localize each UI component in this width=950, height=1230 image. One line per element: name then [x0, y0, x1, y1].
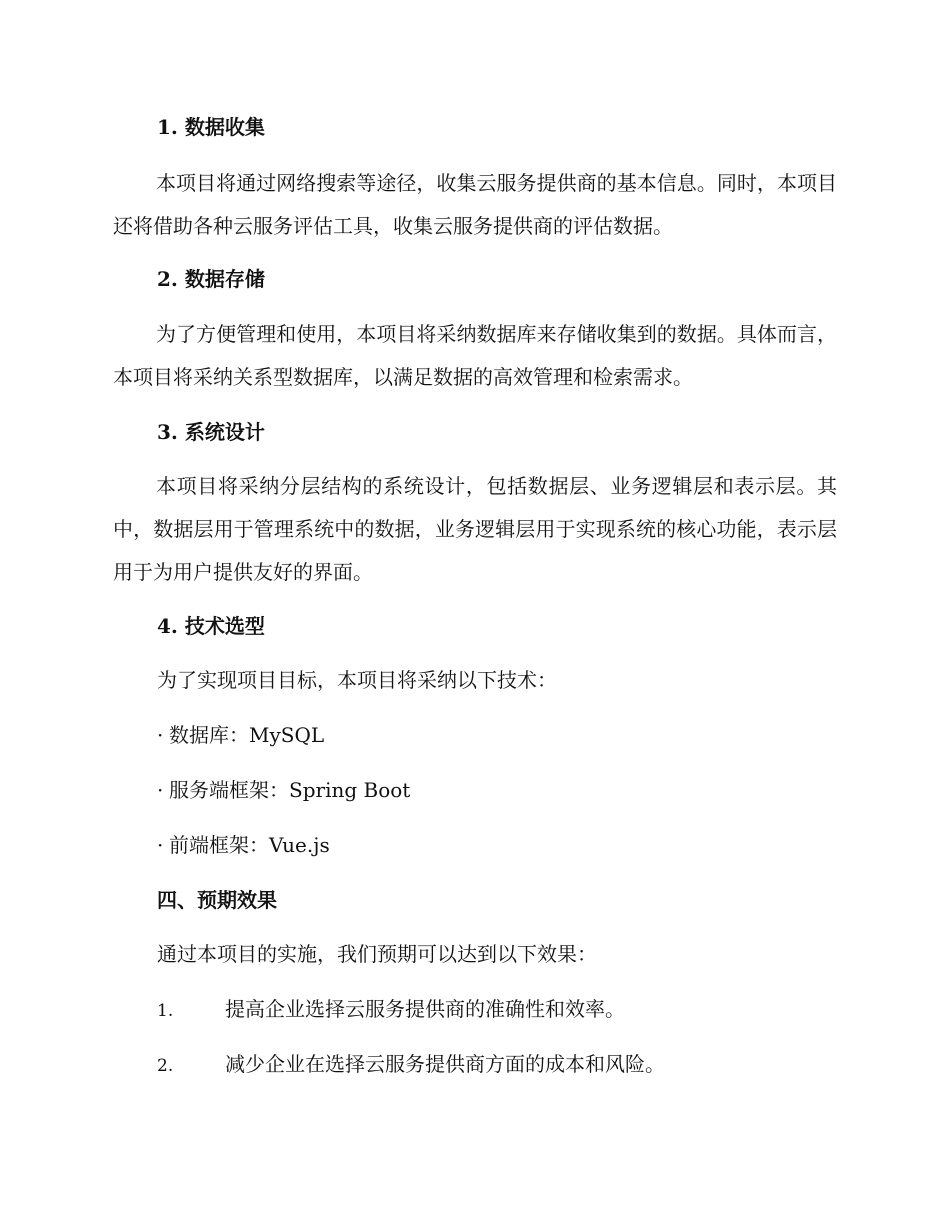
- item-text: 提高企业选择云服务提供商的准确性和效率。: [225, 997, 625, 1021]
- section-heading-data-collection: 1. 数据收集: [157, 115, 265, 139]
- list-item: [157, 776, 410, 804]
- paragraph-system-design: 本项目将采纳分层结构的系统设计，包括数据层、业务逻辑层和表示层。其中，数据层用于管理系统中的数据，业务逻辑层用于实现系统的核心功能，表示层用于为用户提供友好的界面。: [113, 474, 837, 584]
- paragraph-data-storage: 为了方便管理和使用，本项目将采纳数据库来存储收集到的数据。具体而言，本项目将采纳关系型数据库，以满足数据的高效管理和检索需求。: [113, 322, 837, 389]
- list-item: [157, 721, 324, 749]
- section-heading-tech-selection: 4. 技术选型: [157, 614, 265, 638]
- bullet-label: 数据库：: [169, 723, 249, 747]
- item-number: 2.: [157, 1056, 174, 1076]
- section-heading-expected-results: 四、预期效果: [157, 888, 277, 912]
- section-heading-system-design: 3. 系统设计: [157, 420, 265, 444]
- item-number: 1.: [157, 1001, 174, 1021]
- bullet-value: MySQL: [249, 723, 325, 747]
- item-text: 减少企业在选择云服务提供商方面的成本和风险。: [225, 1052, 665, 1076]
- numbered-item: [157, 1050, 665, 1080]
- section-heading-data-storage: 2. 数据存储: [157, 267, 265, 291]
- bullet-value: Spring Boot: [289, 778, 411, 802]
- bullet-label: 前端框架：: [169, 833, 269, 857]
- bullet-label: 服务端框架：: [169, 778, 289, 802]
- list-item: [157, 831, 330, 859]
- numbered-item: [157, 995, 625, 1025]
- expected-intro-text: 通过本项目的实施，我们预期可以达到以下效果：: [157, 942, 597, 966]
- bullet-value: Vue.js: [269, 833, 330, 857]
- bullet-dot: ·: [157, 723, 164, 747]
- bullet-dot: ·: [157, 833, 164, 857]
- paragraph-data-collection: 本项目将通过网络搜索等途径，收集云服务提供商的基本信息。同时，本项目还将借助各种云服务评估工具，收集云服务提供商的评估数据。: [113, 171, 837, 238]
- bullet-dot: ·: [157, 778, 164, 802]
- tech-intro-text: 为了实现项目目标，本项目将采纳以下技术：: [157, 668, 557, 692]
